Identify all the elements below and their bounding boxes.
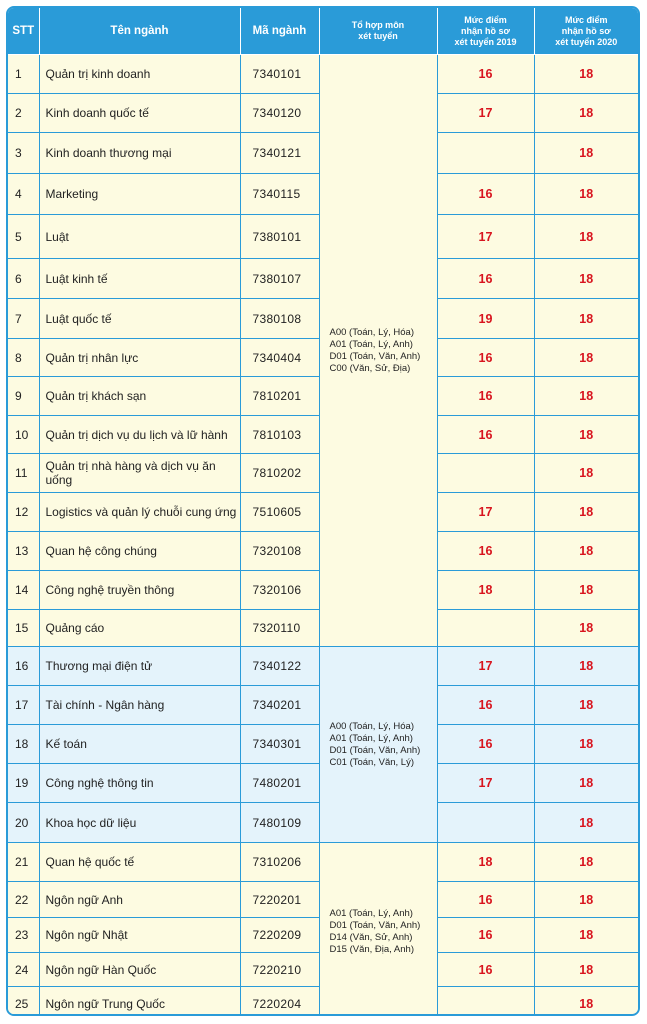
subject-combination-line: C01 (Toán, Văn, Lý) xyxy=(329,756,414,768)
row-major-name: Công nghệ truyền thông xyxy=(39,571,240,610)
header-combo xyxy=(319,8,437,55)
row-stt: 12 xyxy=(8,493,39,532)
row-stt: 7 xyxy=(8,299,39,339)
row-major-name: Luật kinh tế xyxy=(39,259,240,299)
row-stt: 22 xyxy=(8,882,39,918)
row-major-name: Khoa học dữ liệu xyxy=(39,803,240,843)
score-2019: 17 xyxy=(437,94,534,133)
row-major-name: Thương mại điện tử xyxy=(39,647,240,686)
row-major-code: 7340121 xyxy=(240,133,319,174)
table-row xyxy=(8,843,638,882)
row-major-name: Quan hệ công chúng xyxy=(39,532,240,571)
row-major-name: Luật quốc tế xyxy=(39,299,240,339)
row-stt: 25 xyxy=(8,987,39,1017)
row-major-name: Ngôn ngữ Trung Quốc xyxy=(39,987,240,1017)
row-major-code: 7220210 xyxy=(240,953,319,987)
row-major-name: Quản trị nhà hàng và dịch vụ ăn uống xyxy=(39,454,240,493)
row-major-code: 7480201 xyxy=(240,764,319,803)
row-stt: 19 xyxy=(8,764,39,803)
row-major-name: Quản trị kinh doanh xyxy=(39,55,240,94)
header-score-2019 xyxy=(437,8,534,55)
score-2020: 18 xyxy=(534,55,638,94)
row-major-code: 7810201 xyxy=(240,377,319,416)
score-2019: 17 xyxy=(437,764,534,803)
score-2020: 18 xyxy=(534,803,638,843)
row-major-code: 7310206 xyxy=(240,843,319,882)
table-header-row xyxy=(8,8,638,55)
score-2020: 18 xyxy=(534,416,638,454)
score-2020: 18 xyxy=(534,339,638,377)
score-2020: 18 xyxy=(534,94,638,133)
subject-combination-cell xyxy=(319,843,437,1017)
row-major-name: Kinh doanh quốc tế xyxy=(39,94,240,133)
row-stt: 5 xyxy=(8,215,39,259)
score-2019 xyxy=(437,610,534,647)
row-major-name: Quảng cáo xyxy=(39,610,240,647)
subject-combination-line: A01 (Toán, Lý, Anh) xyxy=(329,907,413,919)
row-major-name: Ngôn ngữ Anh xyxy=(39,882,240,918)
score-2019: 16 xyxy=(437,339,534,377)
header-code: Mã ngành xyxy=(240,8,319,55)
subject-combination-line: A00 (Toán, Lý, Hóa) xyxy=(329,720,414,732)
row-major-name: Tài chính - Ngân hàng xyxy=(39,686,240,725)
header-combo-line: Tổ hợp môn xyxy=(351,20,405,30)
score-2020: 18 xyxy=(534,953,638,987)
row-major-code: 7320110 xyxy=(240,610,319,647)
row-major-name: Công nghệ thông tin xyxy=(39,764,240,803)
header-score-2020 xyxy=(534,8,638,55)
subject-combination-cell xyxy=(319,55,437,647)
row-stt: 18 xyxy=(8,725,39,764)
row-stt: 14 xyxy=(8,571,39,610)
score-2019: 16 xyxy=(437,725,534,764)
row-major-code: 7380107 xyxy=(240,259,319,299)
header-score-2020-line: xét tuyển 2020 xyxy=(555,36,618,47)
score-2019: 16 xyxy=(437,174,534,215)
row-major-name: Luật xyxy=(39,215,240,259)
row-major-name: Ngôn ngữ Nhật xyxy=(39,918,240,953)
row-major-code: 7320106 xyxy=(240,571,319,610)
row-stt: 8 xyxy=(8,339,39,377)
score-2020: 18 xyxy=(534,987,638,1017)
row-major-name: Quản trị dịch vụ du lịch và lữ hành xyxy=(39,416,240,454)
score-2020: 18 xyxy=(534,454,638,493)
score-2020: 18 xyxy=(534,493,638,532)
subject-combination-line: D01 (Toán, Văn, Anh) xyxy=(329,919,421,931)
row-major-code: 7340301 xyxy=(240,725,319,764)
row-major-code: 7220209 xyxy=(240,918,319,953)
score-2019 xyxy=(437,803,534,843)
row-stt: 11 xyxy=(8,454,39,493)
subject-combination-line: D01 (Toán, Văn, Anh) xyxy=(329,744,421,756)
score-2019: 16 xyxy=(437,686,534,725)
row-stt: 20 xyxy=(8,803,39,843)
row-major-code: 7220204 xyxy=(240,987,319,1017)
score-2020: 18 xyxy=(534,215,638,259)
row-stt: 9 xyxy=(8,377,39,416)
header-combo-line: xét tuyển xyxy=(358,31,398,41)
row-major-name: Kinh doanh thương mại xyxy=(39,133,240,174)
row-major-name: Quản trị nhân lực xyxy=(39,339,240,377)
row-major-code: 7340115 xyxy=(240,174,319,215)
score-2020: 18 xyxy=(534,259,638,299)
row-major-name: Marketing xyxy=(39,174,240,215)
row-stt: 21 xyxy=(8,843,39,882)
row-stt: 4 xyxy=(8,174,39,215)
row-major-code: 7380101 xyxy=(240,215,319,259)
score-2019: 19 xyxy=(437,299,534,339)
row-major-code: 7480109 xyxy=(240,803,319,843)
score-2020: 18 xyxy=(534,647,638,686)
row-major-name: Quan hệ quốc tế xyxy=(39,843,240,882)
score-2020: 18 xyxy=(534,377,638,416)
row-stt: 24 xyxy=(8,953,39,987)
header-stt: STT xyxy=(8,8,39,55)
header-name: Tên ngành xyxy=(39,8,240,55)
subject-combination-line: A01 (Toán, Lý, Anh) xyxy=(329,732,413,744)
admission-table-frame xyxy=(6,6,640,1016)
row-major-code: 7810103 xyxy=(240,416,319,454)
header-score-2020-line: nhận hồ sơ xyxy=(561,25,611,36)
table-row xyxy=(8,647,638,686)
row-major-code: 7810202 xyxy=(240,454,319,493)
row-stt: 15 xyxy=(8,610,39,647)
score-2020: 18 xyxy=(534,299,638,339)
score-2019: 18 xyxy=(437,843,534,882)
score-2019: 16 xyxy=(437,953,534,987)
subject-combination-line: D14 (Văn, Sử, Anh) xyxy=(329,931,413,943)
score-2020: 18 xyxy=(534,686,638,725)
score-2020: 18 xyxy=(534,843,638,882)
score-2020: 18 xyxy=(534,571,638,610)
row-stt: 17 xyxy=(8,686,39,725)
score-2019: 16 xyxy=(437,882,534,918)
subject-combination-cell xyxy=(319,647,437,843)
score-2019: 17 xyxy=(437,493,534,532)
score-2019: 17 xyxy=(437,215,534,259)
row-stt: 1 xyxy=(8,55,39,94)
admission-table xyxy=(8,8,638,1016)
row-stt: 23 xyxy=(8,918,39,953)
score-2019: 18 xyxy=(437,571,534,610)
score-2019 xyxy=(437,987,534,1017)
row-stt: 6 xyxy=(8,259,39,299)
row-major-code: 7340101 xyxy=(240,55,319,94)
table-row xyxy=(8,55,638,94)
score-2019 xyxy=(437,454,534,493)
row-major-name: Logistics và quản lý chuỗi cung ứng xyxy=(39,493,240,532)
score-2019: 16 xyxy=(437,416,534,454)
row-stt: 10 xyxy=(8,416,39,454)
row-stt: 2 xyxy=(8,94,39,133)
row-major-code: 7340120 xyxy=(240,94,319,133)
row-major-name: Ngôn ngữ Hàn Quốc xyxy=(39,953,240,987)
row-major-code: 7380108 xyxy=(240,299,319,339)
header-score-2019-line: Mức điểm xyxy=(464,14,507,25)
score-2020: 18 xyxy=(534,174,638,215)
score-2020: 18 xyxy=(534,133,638,174)
row-major-code: 7340122 xyxy=(240,647,319,686)
score-2020: 18 xyxy=(534,610,638,647)
row-major-code: 7220201 xyxy=(240,882,319,918)
row-major-code: 7510605 xyxy=(240,493,319,532)
header-score-2020-line: Mức điểm xyxy=(564,14,608,25)
score-2019: 17 xyxy=(437,647,534,686)
row-stt: 13 xyxy=(8,532,39,571)
row-major-code: 7340404 xyxy=(240,339,319,377)
row-major-name: Quản trị khách sạn xyxy=(39,377,240,416)
score-2020: 18 xyxy=(534,725,638,764)
subject-combination-line: A01 (Toán, Lý, Anh) xyxy=(329,338,413,350)
header-score-2019-line: nhận hồ sơ xyxy=(461,25,510,36)
subject-combination-line: A00 (Toán, Lý, Hóa) xyxy=(329,326,414,338)
score-2019 xyxy=(437,133,534,174)
row-major-code: 7340201 xyxy=(240,686,319,725)
row-major-name: Kế toán xyxy=(39,725,240,764)
score-2019: 16 xyxy=(437,532,534,571)
subject-combination-line: D15 (Văn, Địa, Anh) xyxy=(329,943,414,955)
row-major-code: 7320108 xyxy=(240,532,319,571)
subject-combination-line: C00 (Văn, Sử, Địa) xyxy=(329,362,411,374)
score-2019: 16 xyxy=(437,55,534,94)
score-2020: 18 xyxy=(534,532,638,571)
header-score-2019-line: xét tuyển 2019 xyxy=(454,36,517,47)
score-2020: 18 xyxy=(534,764,638,803)
score-2019: 16 xyxy=(437,259,534,299)
row-stt: 3 xyxy=(8,133,39,174)
row-stt: 16 xyxy=(8,647,39,686)
table-body xyxy=(8,55,638,1017)
score-2019: 16 xyxy=(437,918,534,953)
score-2020: 18 xyxy=(534,882,638,918)
score-2019: 16 xyxy=(437,377,534,416)
subject-combination-line: D01 (Toán, Văn, Anh) xyxy=(329,350,421,362)
score-2020: 18 xyxy=(534,918,638,953)
